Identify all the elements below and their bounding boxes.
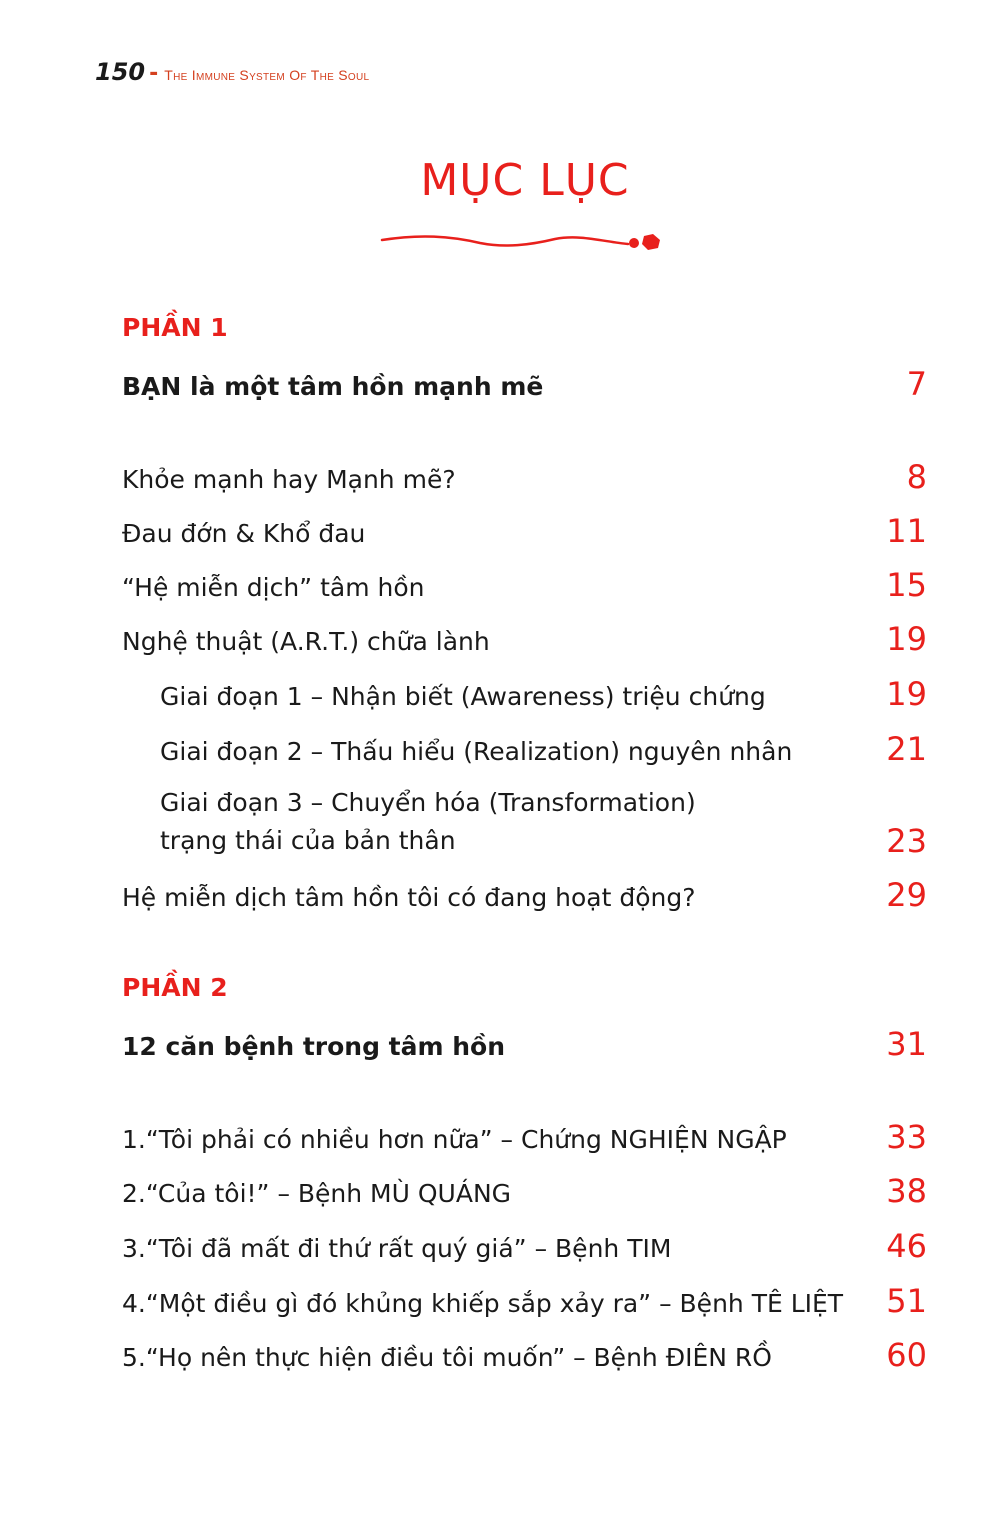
toc-entry-title: Đau đớn & Khổ đau (122, 519, 366, 548)
toc-entry-title (160, 784, 696, 860)
toc-entry-title: Khỏe mạnh hay Mạnh mẽ? (122, 465, 456, 494)
toc-page-number: 38 (886, 1172, 927, 1210)
toc-page-number: 21 (886, 730, 927, 768)
toc-page-number: 51 (886, 1282, 927, 1320)
toc-entry-title: 2.“Của tôi!” – Bệnh MÙ QUÁNG (122, 1179, 512, 1208)
part-1-label: PHẦN 1 (122, 313, 228, 342)
part-1-heading-row[interactable] (122, 365, 927, 403)
toc-entry[interactable] (122, 566, 927, 604)
part-2-heading-row[interactable] (122, 1025, 927, 1063)
toc-entry[interactable] (122, 620, 927, 658)
toc-page-number: 33 (886, 1118, 927, 1156)
toc-entry-title: “Hệ miễn dịch” tâm hồn (122, 573, 425, 602)
toc-page-number: 31 (886, 1025, 927, 1063)
toc-entry-title: BẠN là một tâm hồn mạnh mẽ (122, 372, 544, 401)
toc-page-number: 46 (886, 1227, 927, 1265)
title-flourish-ornament (380, 226, 670, 256)
toc-entry-title: 12 căn bệnh trong tâm hồn (122, 1032, 506, 1061)
toc-entry[interactable] (122, 1172, 927, 1210)
book-title: The Immune System Of The Soul (164, 67, 370, 83)
toc-page-number: 19 (886, 675, 927, 713)
toc-entry-title: Hệ miễn dịch tâm hồn tôi có đang hoạt động? (122, 883, 696, 912)
toc-entry-title: 4.“Một điều gì đó khủng khiếp sắp xảy ra” – Bệnh TÊ LIỆT (122, 1289, 844, 1318)
toc-entry-title: Nghệ thuật (A.R.T.) chữa lành (122, 627, 490, 656)
toc-entry-title: 3.“Tôi đã mất đi thứ rất quý giá” – Bệnh TIM (122, 1234, 672, 1263)
toc-page-number: 11 (886, 512, 927, 550)
page-number: 150 (95, 58, 146, 86)
toc-page-number: 60 (886, 1336, 927, 1374)
toc-entry[interactable] (122, 512, 927, 550)
toc-page-number: 15 (886, 566, 927, 604)
toc-entry-title: 1.“Tôi phải có nhiều hơn nữa” – Chứng NGHIỆN NGẬP (122, 1125, 787, 1154)
toc-entry[interactable] (122, 1227, 927, 1265)
toc-page-number: 23 (886, 822, 927, 860)
toc-title: MỤC LỤC (420, 155, 630, 206)
toc-subentry[interactable] (160, 784, 927, 860)
toc-page-number: 7 (906, 365, 927, 403)
toc-page-number: 19 (886, 620, 927, 658)
running-header (95, 58, 369, 86)
toc-page-number: 8 (906, 458, 927, 496)
toc-entry[interactable] (122, 1336, 927, 1374)
toc-page-number: 29 (886, 876, 927, 914)
toc-entry-title: Giai đoạn 1 – Nhận biết (Awareness) triệu chứng (160, 682, 766, 711)
part-2-label: PHẦN 2 (122, 973, 228, 1002)
toc-subentry[interactable] (160, 730, 927, 768)
toc-subentry[interactable] (160, 675, 927, 713)
toc-entry[interactable] (122, 1282, 927, 1320)
toc-entry-title-line2: trạng thái của bản thân (160, 826, 456, 855)
header-separator: - (149, 61, 159, 86)
toc-entry[interactable] (122, 458, 927, 496)
toc-entry-title: 5.“Họ nên thực hiện điều tôi muốn” – Bệnh ĐIÊN RỒ (122, 1343, 772, 1372)
toc-entry-title: Giai đoạn 2 – Thấu hiểu (Realization) nguyên nhân (160, 737, 793, 766)
toc-entry-title-line1: Giai đoạn 3 – Chuyển hóa (Transformation) (160, 788, 696, 817)
toc-entry[interactable] (122, 1118, 927, 1156)
toc-entry[interactable] (122, 876, 927, 914)
